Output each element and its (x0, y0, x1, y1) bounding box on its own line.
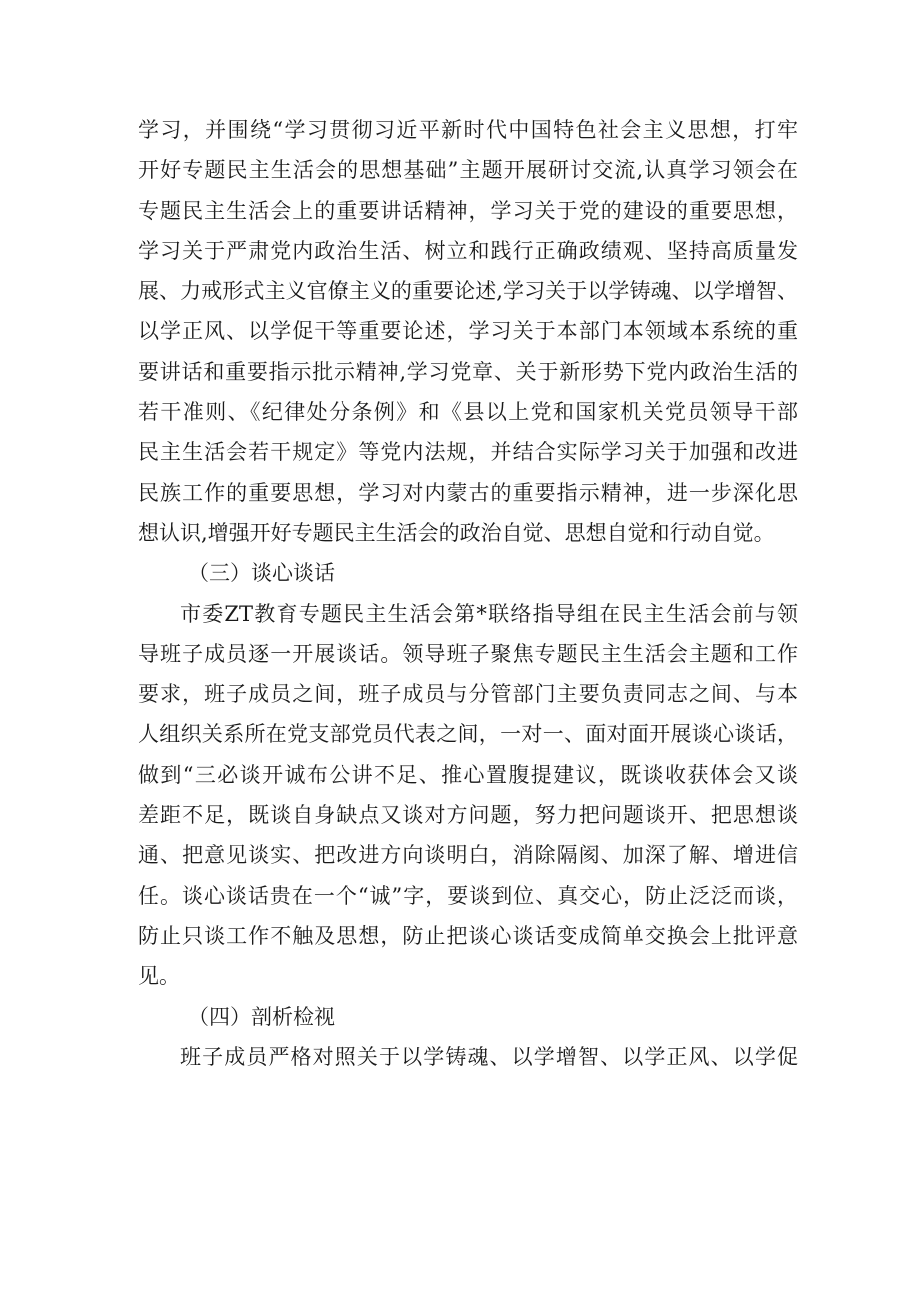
paragraph-line: 学习关于严肃党内政治生活、树立和践行正确政绩观、坚持高质量发 (138, 238, 798, 263)
paragraph-line: 导班子成员逐一开展谈话。领导班子聚焦专题民主生活会主题和工作 (138, 641, 798, 666)
paragraph-line: 民族工作的重要思想，学习对内蒙古的重要指示精神，进一步深化思 (138, 480, 798, 505)
paragraph-line: 展、力戒形式主义官僚主义的重要论述,学习关于以学铸魂、以学增智、 (138, 279, 798, 304)
paragraph-line: 通、把意见谈实、把改进方向谈明白，消除隔阂、加深了解、增进信 (138, 843, 798, 868)
paragraph-line: 学习，并围绕“学习贯彻习近平新时代中国特色社会主义思想，打牢 (138, 118, 798, 142)
paragraph-line: 若干准则、《纪律处分条例》和《县以上党和国家机关党员领导干部 (138, 400, 798, 425)
document-body (138, 110, 798, 1077)
section-heading-review: （四）剖析检视 (188, 1004, 335, 1029)
paragraph-line: 班子成员严格对照关于以学铸魂、以学增智、以学正风、以学促 (180, 1044, 798, 1069)
paragraph-line: 做到“三必谈开诚布公讲不足、推心置腹提建议，既谈收获体会又谈 (138, 762, 798, 787)
paragraph-line: 想认识,增强开好专题民主生活会的政治自觉、思想自觉和行动自觉。 (138, 520, 775, 545)
paragraph-line: 差距不足，既谈自身缺点又谈对方问题，努力把问题谈开、把思想谈 (138, 803, 798, 828)
paragraph-talk (138, 594, 798, 997)
paragraph-line: 人组织关系所在党支部党员代表之间，一对一、面对面开展谈心谈话， (138, 722, 798, 747)
paragraph-line: 要求，班子成员之间，班子成员与分管部门主要负责同志之间、与本 (138, 682, 798, 707)
paragraph-line: 防止只谈工作不触及思想，防止把谈心谈话变成简单交换会上批评意 (138, 923, 798, 948)
paragraph-line: 见。 (138, 964, 180, 989)
paragraph-line: 市委ZT教育专题民主生活会第*联络指导组在民主生活会前与领 (180, 601, 798, 626)
paragraph-line: 要讲话和重要指示批示精神,学习党章、关于新形势下党内政治生活的 (138, 359, 798, 384)
paragraph-review (138, 1037, 798, 1077)
paragraph-line: 专题民主生活会上的重要讲话精神，学习关于党的建设的重要思想， (138, 198, 798, 223)
paragraph-line: 任。谈心谈话贵在一个“诚”字，要谈到位、真交心，防止泛泛而谈， (138, 883, 798, 908)
section-heading-talk: （三）谈心谈话 (188, 561, 335, 586)
paragraph-line: 民主生活会若干规定》等党内法规，并结合实际学习关于加强和改进 (138, 440, 798, 465)
paragraph-line: 以学正风、以学促干等重要论述，学习关于本部门本领域本系统的重 (138, 319, 798, 344)
paragraph-study (138, 110, 798, 553)
paragraph-line: 开好专题民主生活会的思想基础”主题开展研讨交流,认真学习领会在 (138, 158, 798, 183)
